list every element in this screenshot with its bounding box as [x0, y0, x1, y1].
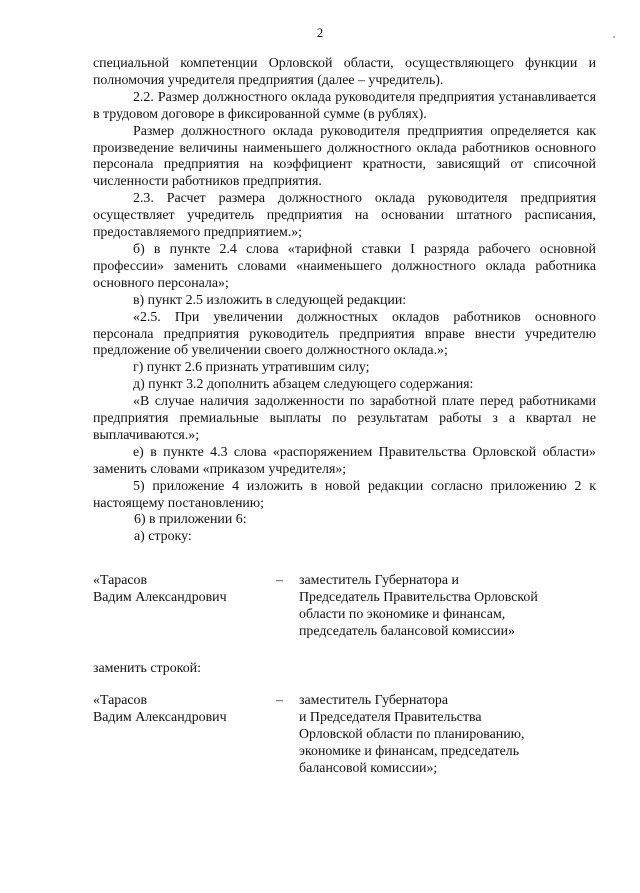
paragraph-a: а) строку: — [134, 529, 192, 545]
scan-speck — [613, 36, 615, 38]
document-body — [93, 56, 596, 546]
paragraph-e: е) в пункте 4.3 слова «распоряжением Правительства Орловской области» заменить словами «приказом учредителя»; — [93, 444, 596, 477]
old-entry-dash: – — [276, 573, 283, 588]
new-entry-position-line: и Председателя Правительства — [299, 710, 482, 725]
new-entry-dash: – — [276, 693, 283, 708]
new-entry-name — [93, 692, 273, 726]
old-entry-surname: «Тарасов — [93, 573, 148, 588]
old-entry-position — [299, 572, 589, 640]
paragraph-v: в) пункт 2.5 изложить в следующей редакции: — [133, 292, 407, 308]
paragraph-salary-definition: Размер должностного оклада руководителя предприятия определяется как произведение величины наименьшего должностного оклада работников основного персонала предприятия на коэффициент кратности, зависящий от списочной численности работников предприятия. — [93, 123, 596, 190]
new-entry-position-line: заместитель Губернатора — [299, 693, 449, 708]
paragraph-5: 5) приложение 4 изложить в новой редакции согласно приложению 2 к настоящему постановлению; — [93, 478, 596, 511]
paragraph-b: б) в пункте 2.4 слова «тарифной ставки I разряда рабочего основной профессии» заменить словами «наименьшего должностного оклада работника основного персонала»; — [93, 241, 596, 291]
paragraph-competence: специальной компетенции Орловской области, осуществляющего функции и полномочия учредителя предприятия (далее – учредитель). — [93, 56, 596, 88]
new-entry-position-line: балансовой комиссии»; — [299, 761, 438, 776]
new-entry-position — [299, 692, 589, 777]
paragraph-2-3: 2.3. Расчет размера должностного оклада руководителя предприятия осуществляет учредитель предприятия на основании штатного расписания, предоставляемого предприятием.»; — [93, 191, 596, 241]
new-entry-position-line: Орловской области по планированию, — [299, 727, 525, 742]
paragraph-debt: «В случае наличия задолженности по заработной плате перед работниками предприятия премиальные выплаты по результатам работы з а квартал не выплачиваются.»; — [93, 394, 596, 443]
replace-label: заменить строкой: — [93, 661, 201, 676]
old-entry-position-line: Председатель Правительства Орловской — [299, 590, 538, 605]
paragraph-d: д) пункт 3.2 дополнить абзацем следующего содержания: — [133, 377, 474, 393]
paragraph-6: 6) в приложении 6: — [134, 512, 247, 528]
new-entry-position-line: экономике и финансам, председатель — [299, 744, 520, 759]
paragraph-2-2: 2.2. Размер должностного оклада руководителя предприятия устанавливается в трудовом договоре в фиксированной сумме (в рублях). — [93, 89, 596, 122]
page-number: 2 — [316, 26, 324, 40]
paragraph-g: г) пункт 2.6 признать утратившим силу; — [133, 360, 370, 376]
old-entry-position-line: заместитель Губернатора и — [299, 573, 459, 588]
new-entry-given-names: Вадим Александрович — [93, 710, 227, 725]
old-entry-given-names: Вадим Александрович — [93, 590, 227, 605]
new-entry-surname: «Тарасов — [93, 693, 148, 708]
old-entry-name — [93, 572, 273, 606]
old-entry-position-line: области по экономике и финансам, — [299, 607, 506, 622]
paragraph-2-5: «2.5. При увеличении должностных окладов работников основного персонала предприятия руководитель предприятия вправе внести учредителю предложение об увеличении своего должностного оклада.»; — [93, 309, 596, 359]
old-entry-position-line: председатель балансовой комиссии» — [299, 624, 515, 639]
